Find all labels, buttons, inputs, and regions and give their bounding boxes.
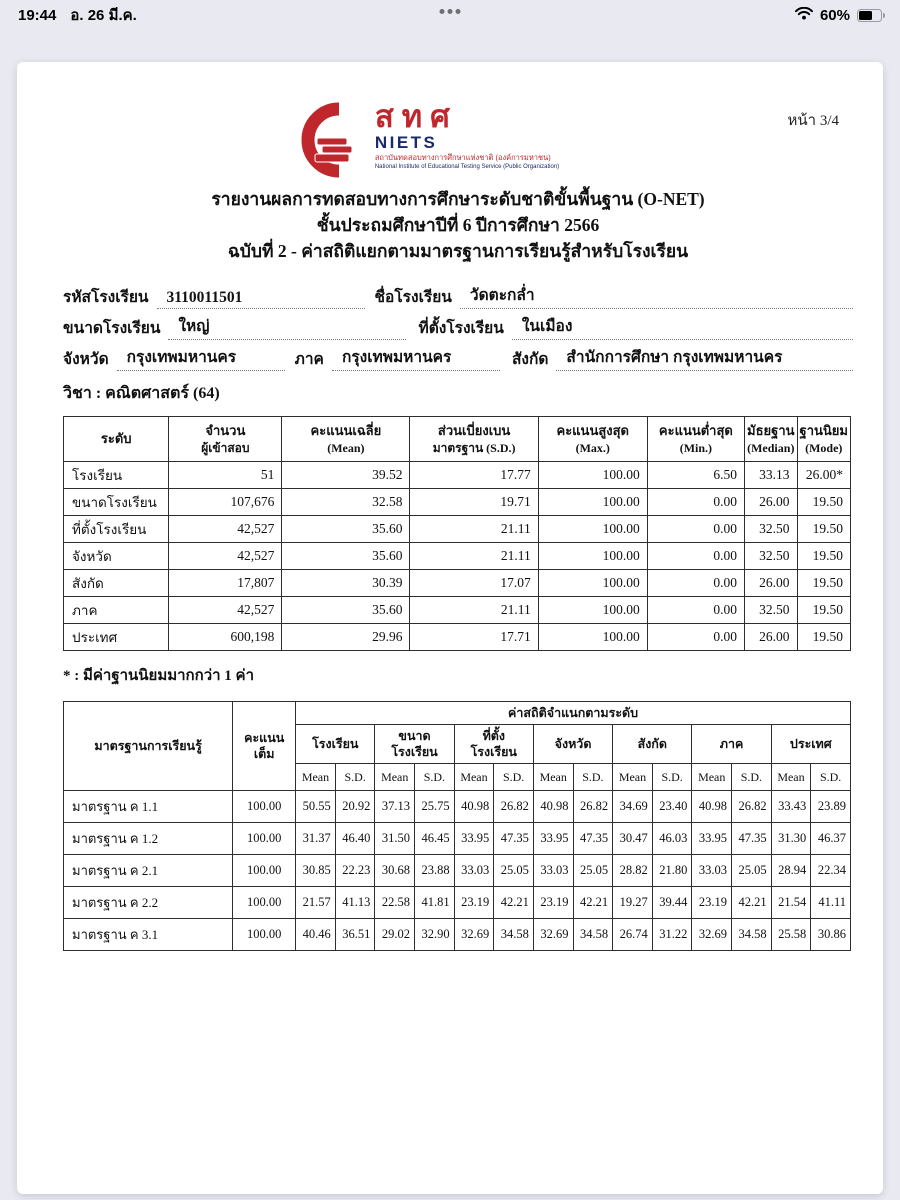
value-cell: 30.39 — [282, 569, 410, 596]
value-cell: 26.82 — [732, 791, 772, 823]
value-cell: 32.90 — [415, 919, 455, 951]
value-cell: 47.35 — [573, 823, 613, 855]
logo-org-english: National Institute of Educational Testing Service (Public Organization) — [374, 163, 560, 170]
value-cell: 30.47 — [613, 823, 653, 855]
t2-stat-header: S.D. — [811, 764, 851, 791]
t2-fullscore-header — [233, 701, 296, 791]
value-cell: 33.95 — [692, 823, 732, 855]
value-cell: 30.85 — [296, 855, 336, 887]
table-row — [64, 791, 851, 823]
table-row — [64, 919, 851, 951]
report-title: รายงานผลการทดสอบทางการศึกษาระดับชาติขั้นพื้นฐาน (O-NET) — [211, 189, 705, 209]
t1-header-line: มาตรฐาน (S.D.) — [432, 440, 516, 455]
value-cell: 23.19 — [533, 887, 573, 919]
value-cell: 33.95 — [533, 823, 573, 855]
value-cell: 23.88 — [415, 855, 455, 887]
region-label: ภาค — [294, 351, 324, 368]
affiliation-value: สำนักการศึกษา กรุงเทพมหานคร — [556, 344, 853, 371]
t1-column-header — [169, 417, 282, 462]
table-row — [64, 488, 851, 515]
school-location-label: ที่ตั้งโรงเรียน — [418, 320, 504, 337]
value-cell: 31.37 — [296, 823, 336, 855]
value-cell: 26.00 — [745, 623, 797, 650]
table-row — [64, 515, 851, 542]
value-cell: 42.21 — [494, 887, 534, 919]
t1-header-line: (Mean) — [327, 440, 365, 455]
value-cell: 20.92 — [335, 791, 375, 823]
wifi-icon — [795, 7, 813, 24]
t2-stat-header: S.D. — [573, 764, 613, 791]
value-cell: 31.30 — [771, 823, 811, 855]
level-cell: ที่ตั้งโรงเรียน — [64, 515, 169, 542]
t2-level-header — [296, 724, 375, 764]
value-cell: 39.52 — [282, 461, 410, 488]
value-cell: 33.03 — [692, 855, 732, 887]
summary-statistics-table — [63, 416, 851, 651]
value-cell: 25.75 — [415, 791, 455, 823]
value-cell: 41.11 — [811, 887, 851, 919]
table-row — [64, 596, 851, 623]
school-info — [63, 278, 853, 371]
t1-header-line: ผู้เข้าสอบ — [201, 440, 250, 455]
value-cell: 22.23 — [335, 855, 375, 887]
t2-stat-header: S.D. — [732, 764, 772, 791]
table-row — [64, 855, 851, 887]
mode-footnote: * : มีค่าฐานนิยมมากกว่า 1 ค่า — [63, 667, 255, 684]
value-cell: 32.50 — [745, 542, 797, 569]
value-cell: 47.35 — [732, 823, 772, 855]
value-cell: 0.00 — [647, 542, 744, 569]
t2-stat-header: S.D. — [415, 764, 455, 791]
value-cell: 26.82 — [494, 791, 534, 823]
value-cell: 21.57 — [296, 887, 336, 919]
school-name-label: ชื่อโรงเรียน — [374, 289, 452, 306]
value-cell: 21.80 — [652, 855, 692, 887]
value-cell: 23.89 — [811, 791, 851, 823]
value-cell: 33.43 — [771, 791, 811, 823]
table-row — [64, 823, 851, 855]
value-cell: 21.11 — [410, 596, 538, 623]
value-cell: 34.58 — [494, 919, 534, 951]
t1-header-line: คะแนนต่ำสุด — [658, 423, 733, 438]
table-row — [64, 569, 851, 596]
value-cell: 32.50 — [745, 596, 797, 623]
value-cell: 30.68 — [375, 855, 415, 887]
affiliation-label: สังกัด — [511, 351, 549, 368]
value-cell: 26.00 — [745, 569, 797, 596]
value-cell: 0.00 — [647, 569, 744, 596]
niets-logo-icon — [297, 102, 371, 183]
fullscore-cell: 100.00 — [233, 791, 296, 823]
t2-header-line: โรงเรียน — [312, 737, 359, 752]
value-cell: 46.37 — [811, 823, 851, 855]
value-cell: 29.02 — [375, 919, 415, 951]
value-cell: 31.50 — [375, 823, 415, 855]
value-cell: 35.60 — [282, 515, 410, 542]
t1-column-header — [410, 417, 538, 462]
value-cell: 32.50 — [745, 515, 797, 542]
value-cell: 42.21 — [573, 887, 613, 919]
value-cell: 19.71 — [410, 488, 538, 515]
value-cell: 32.69 — [533, 919, 573, 951]
value-cell: 36.51 — [335, 919, 375, 951]
value-cell: 40.46 — [296, 919, 336, 951]
t2-standard-header: มาตรฐานการเรียนรู้ — [64, 701, 233, 791]
fullscore-cell: 100.00 — [233, 823, 296, 855]
t1-header-line: (Mode) — [805, 440, 843, 455]
t1-column-header — [797, 417, 850, 462]
t2-level-header — [375, 724, 454, 764]
value-cell: 100.00 — [538, 569, 647, 596]
t2-header-line: โรงเรียน — [470, 745, 517, 760]
value-cell: 19.50 — [797, 596, 850, 623]
t1-header-line: (Max.) — [575, 440, 610, 455]
t2-stat-header: Mean — [375, 764, 415, 791]
level-cell: สังกัด — [64, 569, 169, 596]
level-cell: โรงเรียน — [64, 461, 169, 488]
value-cell: 33.03 — [454, 855, 494, 887]
t2-stat-header: Mean — [771, 764, 811, 791]
value-cell: 42.21 — [732, 887, 772, 919]
t2-stat-header: S.D. — [494, 764, 534, 791]
t1-header-line: มัธยฐาน — [747, 423, 795, 438]
value-cell: 19.27 — [613, 887, 653, 919]
battery-icon — [857, 9, 882, 22]
value-cell: 41.13 — [335, 887, 375, 919]
t1-header-line: ฐานนิยม — [799, 423, 848, 438]
value-cell: 33.03 — [533, 855, 573, 887]
battery-percent-label: 60% — [819, 6, 850, 24]
value-cell: 100.00 — [538, 515, 647, 542]
value-cell: 0.00 — [647, 515, 744, 542]
t2-stat-header: S.D. — [335, 764, 375, 791]
value-cell: 25.05 — [573, 855, 613, 887]
value-cell: 19.50 — [797, 515, 850, 542]
table-row — [64, 623, 851, 650]
value-cell: 25.05 — [494, 855, 534, 887]
school-code-value: 3110011501 — [157, 289, 365, 309]
standard-cell: มาตรฐาน ค 3.1 — [64, 919, 233, 951]
t1-column-header — [64, 417, 169, 462]
t2-header-line: ประเทศ — [789, 737, 832, 752]
t1-header-line: จำนวน — [205, 423, 246, 438]
value-cell: 40.98 — [454, 791, 494, 823]
logo-org-thai: สถาบันทดสอบทางการศึกษาแห่งชาติ (องค์การมหาชน) — [374, 153, 551, 162]
value-cell: 22.34 — [811, 855, 851, 887]
value-cell: 6.50 — [647, 461, 744, 488]
value-cell: 100.00 — [538, 488, 647, 515]
table-row — [64, 542, 851, 569]
t1-column-header — [745, 417, 797, 462]
t2-stat-header: Mean — [454, 764, 494, 791]
t2-level-header — [613, 724, 692, 764]
report-edition: ฉบับที่ 2 - ค่าสถิติแยกตามมาตรฐานการเรียนรู้สำหรับโรงเรียน — [227, 241, 689, 261]
province-label: จังหวัด — [63, 351, 109, 368]
t2-header-line: โรงเรียน — [391, 745, 438, 760]
t2-level-header — [771, 724, 850, 764]
level-cell: จังหวัด — [64, 542, 169, 569]
t1-header-line: (Min.) — [679, 440, 713, 455]
school-code-label: รหัสโรงเรียน — [63, 289, 149, 306]
t2-header-line: จังหวัด — [554, 737, 592, 752]
standard-cell: มาตรฐาน ค 2.1 — [64, 855, 233, 887]
value-cell: 600,198 — [169, 623, 282, 650]
t1-header-line: (Median) — [747, 440, 795, 455]
value-cell: 0.00 — [647, 488, 744, 515]
value-cell: 19.50 — [797, 569, 850, 596]
value-cell: 34.58 — [732, 919, 772, 951]
value-cell: 40.98 — [533, 791, 573, 823]
value-cell: 22.58 — [375, 887, 415, 919]
value-cell: 34.58 — [573, 919, 613, 951]
value-cell: 21.11 — [410, 542, 538, 569]
value-cell: 17.07 — [410, 569, 538, 596]
value-cell: 25.05 — [732, 855, 772, 887]
t2-stat-header: Mean — [613, 764, 653, 791]
school-name-value: วัดตะกล่ำ — [460, 282, 853, 309]
standards-statistics-table — [63, 701, 851, 952]
report-grade-year: ชั้นประถมศึกษาปีที่ 6 ปีการศึกษา 2566 — [316, 215, 600, 235]
value-cell: 31.22 — [652, 919, 692, 951]
value-cell: 0.00 — [647, 623, 744, 650]
t2-group-header: ค่าสถิติจำแนกตามระดับ — [296, 701, 851, 724]
value-cell: 46.03 — [652, 823, 692, 855]
multitasking-ellipsis-icon[interactable] — [440, 9, 461, 14]
value-cell: 47.35 — [494, 823, 534, 855]
fullscore-cell: 100.00 — [233, 855, 296, 887]
value-cell: 51 — [169, 461, 282, 488]
t2-header-line: เต็ม — [253, 747, 275, 762]
value-cell: 42,527 — [169, 542, 282, 569]
value-cell: 40.98 — [692, 791, 732, 823]
value-cell: 30.86 — [811, 919, 851, 951]
standard-cell: มาตรฐาน ค 1.2 — [64, 823, 233, 855]
value-cell: 17,807 — [169, 569, 282, 596]
t2-header-line: ที่ตั้ง — [482, 728, 506, 743]
value-cell: 19.50 — [797, 488, 850, 515]
school-size-label: ขนาดโรงเรียน — [63, 320, 161, 337]
t1-column-header — [647, 417, 744, 462]
value-cell: 35.60 — [282, 596, 410, 623]
value-cell: 23.19 — [454, 887, 494, 919]
value-cell: 17.71 — [410, 623, 538, 650]
level-cell: ขนาดโรงเรียน — [64, 488, 169, 515]
province-value: กรุงเทพมหานคร — [117, 344, 285, 371]
value-cell: 100.00 — [538, 542, 647, 569]
value-cell: 19.50 — [797, 542, 850, 569]
t1-header-line: ส่วนเบี่ยงเบน — [437, 423, 511, 438]
value-cell: 100.00 — [538, 596, 647, 623]
date-label: อ. 26 มี.ค. — [70, 7, 137, 24]
t1-header-line: คะแนนเฉลี่ย — [310, 423, 382, 438]
value-cell: 26.82 — [573, 791, 613, 823]
table-row — [64, 461, 851, 488]
region-value: กรุงเทพมหานคร — [332, 344, 500, 371]
value-cell: 32.69 — [454, 919, 494, 951]
t1-header-line: ระดับ — [100, 431, 132, 447]
subject-line: วิชา : คณิตศาสตร์ (64) — [63, 385, 220, 402]
standard-cell: มาตรฐาน ค 1.1 — [64, 791, 233, 823]
value-cell: 19.50 — [797, 623, 850, 650]
value-cell: 46.45 — [415, 823, 455, 855]
fullscore-cell: 100.00 — [233, 919, 296, 951]
table-row — [64, 887, 851, 919]
value-cell: 26.00* — [797, 461, 850, 488]
t2-level-header — [533, 724, 612, 764]
value-cell: 23.40 — [652, 791, 692, 823]
t2-header-line: ขนาด — [398, 728, 431, 743]
fullscore-cell: 100.00 — [233, 887, 296, 919]
clock: 19:44 — [18, 6, 57, 24]
report-title-block — [63, 186, 853, 264]
t2-stat-header: Mean — [296, 764, 336, 791]
value-cell: 33.95 — [454, 823, 494, 855]
logo-latin-acronym: NIETS — [374, 133, 438, 152]
value-cell: 17.77 — [410, 461, 538, 488]
t2-stat-header: Mean — [533, 764, 573, 791]
t2-header-line: ภาค — [719, 737, 744, 752]
status-bar — [0, 0, 900, 30]
t1-column-header — [538, 417, 647, 462]
value-cell: 35.60 — [282, 542, 410, 569]
value-cell: 32.58 — [282, 488, 410, 515]
value-cell: 21.11 — [410, 515, 538, 542]
value-cell: 29.96 — [282, 623, 410, 650]
school-location-value: ในเมือง — [512, 313, 853, 340]
school-size-value: ใหญ่ — [168, 313, 406, 340]
value-cell: 39.44 — [652, 887, 692, 919]
value-cell: 25.58 — [771, 919, 811, 951]
t2-level-header — [454, 724, 533, 764]
value-cell: 26.74 — [613, 919, 653, 951]
value-cell: 28.94 — [771, 855, 811, 887]
value-cell: 26.00 — [745, 488, 797, 515]
value-cell: 33.13 — [745, 461, 797, 488]
value-cell: 41.81 — [415, 887, 455, 919]
value-cell: 107,676 — [169, 488, 282, 515]
t2-stat-header: S.D. — [652, 764, 692, 791]
t2-level-header — [692, 724, 771, 764]
niets-logo — [297, 99, 560, 180]
t2-header-line: สังกัด — [637, 737, 667, 752]
value-cell: 32.69 — [692, 919, 732, 951]
level-cell: ภาค — [64, 596, 169, 623]
t2-header-line: คะแนน — [244, 730, 285, 745]
t1-column-header — [282, 417, 410, 462]
value-cell: 42,527 — [169, 515, 282, 542]
t1-header-line: คะแนนสูงสุด — [556, 423, 629, 438]
value-cell: 50.55 — [296, 791, 336, 823]
page-number: หน้า 3/4 — [787, 113, 839, 129]
standard-cell: มาตรฐาน ค 2.2 — [64, 887, 233, 919]
value-cell: 0.00 — [647, 596, 744, 623]
value-cell: 28.82 — [613, 855, 653, 887]
value-cell: 21.54 — [771, 887, 811, 919]
t2-stat-header: Mean — [692, 764, 732, 791]
value-cell: 42,527 — [169, 596, 282, 623]
pdf-page — [17, 62, 883, 1194]
value-cell: 100.00 — [538, 623, 647, 650]
level-cell: ประเทศ — [64, 623, 169, 650]
logo-thai-acronym: สทศ — [374, 99, 458, 135]
table-row — [64, 701, 851, 724]
value-cell: 23.19 — [692, 887, 732, 919]
value-cell: 34.69 — [613, 791, 653, 823]
value-cell: 100.00 — [538, 461, 647, 488]
value-cell: 37.13 — [375, 791, 415, 823]
value-cell: 46.40 — [335, 823, 375, 855]
